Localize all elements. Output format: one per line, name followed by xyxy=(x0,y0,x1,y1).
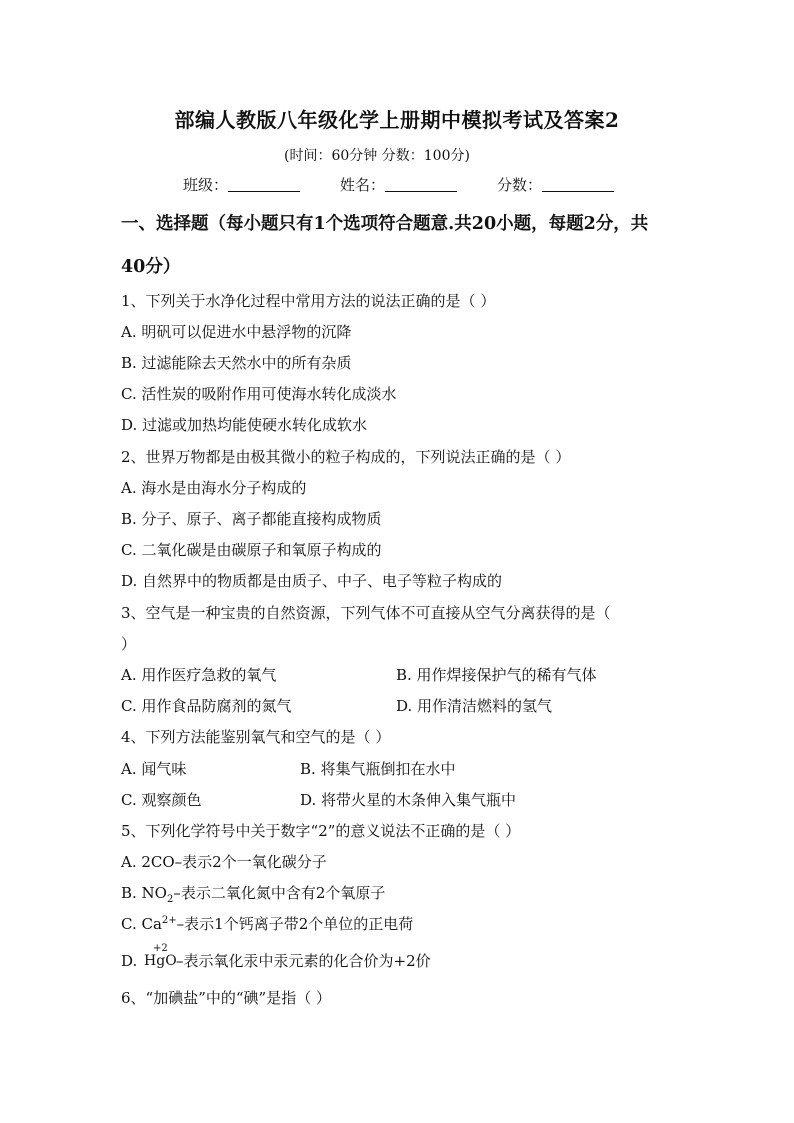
question-5-option-b xyxy=(121,882,385,903)
question-3-option-d: D. 用作清洁燃料的氢气 xyxy=(396,697,553,715)
option-d-prefix: D. xyxy=(121,952,143,970)
name-label: 姓名： xyxy=(340,176,386,194)
question-4-option-d: D. 将带火星的木条伸入集气瓶中 xyxy=(300,791,517,809)
question-1-option-b: B. 过滤能除去天然水中的所有杂质 xyxy=(121,354,352,372)
option-c-text: –表示1个钙离子带2个单位的正电荷 xyxy=(176,915,414,933)
question-1-option-a: A. 明矾可以促进水中悬浮物的沉降 xyxy=(121,323,352,341)
question-3-stem-cont: ） xyxy=(121,635,137,653)
page-title: 部编人教版八年级化学上册期中模拟考试及答案2 xyxy=(174,108,620,132)
question-3-stem: 3、空气是一种宝贵的自然资源，下列气体不可直接从空气分离获得的是（ xyxy=(121,604,611,622)
question-5-option-a: A. 2CO–表示2个一氧化碳分子 xyxy=(121,853,327,871)
question-4-option-c: C. 观察颜色 xyxy=(121,791,202,809)
question-4-option-b: B. 将集气瓶倒扣在水中 xyxy=(300,760,456,778)
valence-formula xyxy=(142,943,177,969)
question-3-option-b: B. 用作焊接保护气的稀有气体 xyxy=(396,666,597,684)
section-heading: 一、选择题（每小题只有1个选项符合题意.共20小题，每题2分，共 xyxy=(121,214,649,234)
question-1-option-d: D. 过滤或加热均能使硬水转化成软水 xyxy=(121,416,368,434)
subscript-2: 2 xyxy=(166,894,174,905)
option-d-text: –表示氧化汞中汞元素的化合价为+2价 xyxy=(176,952,431,970)
question-6-stem: 6、“加碘盐”中的“碘”是指（ ） xyxy=(121,989,331,1007)
question-2-option-a: A. 海水是由海水分子构成的 xyxy=(121,479,307,497)
question-5-option-d xyxy=(121,943,431,971)
option-b-prefix: B. NO xyxy=(121,884,167,902)
question-1-stem: 1、下列关于水净化过程中常用方法的说法正确的是（ ） xyxy=(121,292,496,310)
superscript-charge: 2+ xyxy=(161,915,177,926)
option-b-text: –表示二氧化氮中含有2个氧原子 xyxy=(173,884,386,902)
option-c-prefix: C. Ca xyxy=(121,915,162,933)
question-2-stem: 2、世界万物都是由极其微小的粒子构成的，下列说法正确的是（ ） xyxy=(121,448,571,466)
score-label: 分数： xyxy=(497,176,543,194)
score-blank[interactable] xyxy=(542,177,614,192)
question-4-option-a: A. 闻气味 xyxy=(121,760,187,778)
question-2-option-b: B. 分子、原子、离子都能直接构成物质 xyxy=(121,510,382,528)
class-blank[interactable] xyxy=(228,177,300,192)
exam-info: (时间：60分钟 分数：100分) xyxy=(284,148,470,164)
question-2-option-d: D. 自然界中的物质都是由质子、中子、电子等粒子构成的 xyxy=(121,572,503,590)
question-3-option-a: A. 用作医疗急救的氧气 xyxy=(121,666,277,684)
valence-mark: +2 xyxy=(153,943,168,954)
question-5-option-c xyxy=(121,913,413,934)
student-info-fields xyxy=(183,174,614,195)
question-2-option-c: C. 二氧化碳是由碳原子和氧原子构成的 xyxy=(121,541,382,559)
question-3-option-c: C. 用作食品防腐剂的氮气 xyxy=(121,697,292,715)
class-label: 班级： xyxy=(183,176,229,194)
name-blank[interactable] xyxy=(385,177,457,192)
question-5-stem: 5、下列化学符号中关于数字“2”的意义说法不正确的是（ ） xyxy=(121,822,521,840)
question-1-option-c: C. 活性炭的吸附作用可使海水转化成淡水 xyxy=(121,385,397,403)
formula-symbol: HgO xyxy=(144,953,177,969)
section-heading-cont: 40分） xyxy=(121,257,181,277)
question-4-stem: 4、下列方法能鉴别氧气和空气的是（ ） xyxy=(121,728,391,746)
